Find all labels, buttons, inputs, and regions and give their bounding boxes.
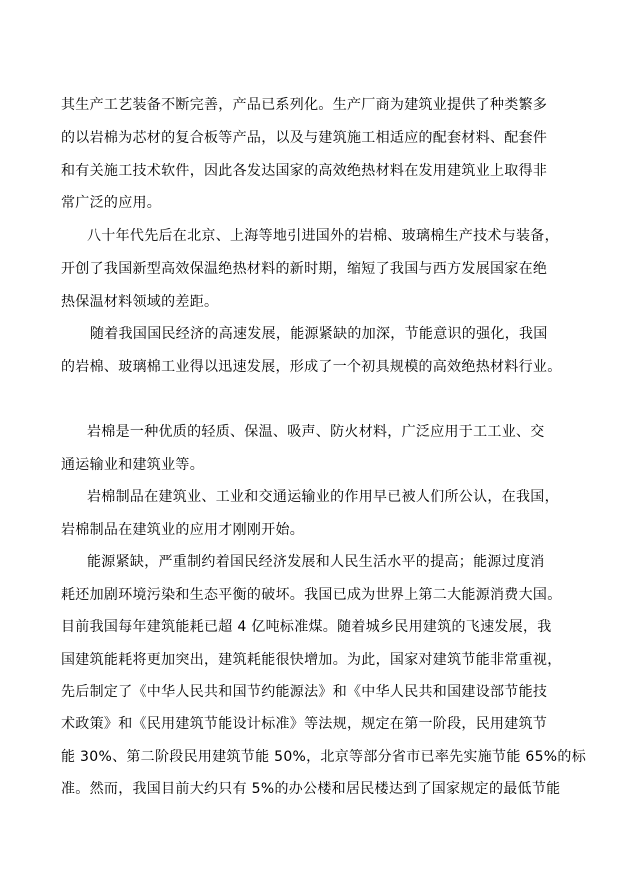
text-line: 目前我国每年建筑能耗已超 4 亿吨标准煤。随着城乡民用建筑的飞速发展，我 bbox=[61, 619, 552, 635]
text-line: 热保温材料领域的差距。 bbox=[61, 294, 219, 310]
text-line: 岩棉制品在建筑业的应用才刚刚开始。 bbox=[61, 522, 305, 538]
text-line: 八十年代先后在北京、上海等地引进国外的岩棉、玻璃棉生产技术与装备， bbox=[87, 228, 559, 244]
text-line: 准。然而，我国目前大约只有 5%的办公楼和居民楼达到了国家规定的最低节能 bbox=[61, 781, 561, 797]
text-line: 岩棉制品在建筑业、工业和交通运输业的作用早已被人们所公认，在我国， bbox=[87, 489, 559, 505]
text-line: 其生产工艺装备不断完善，产品已系列化。生产厂商为建筑业提供了种类繁多 bbox=[61, 97, 548, 113]
text-line: 的以岩棉为芯材的复合板等产品，以及与建筑施工相适应的配套材料、配套件 bbox=[61, 130, 548, 146]
text-line: 先后制定了《中华人民共和国节约能源法》和《中华人民共和国建设部节能技 bbox=[61, 684, 548, 700]
text-line: 术政策》和《民用建筑节能设计标准》等法规，规定在第一阶段，民用建筑节 bbox=[61, 716, 548, 732]
text-line: 耗还加剧环境污染和生态平衡的破坏。我国已成为世界上第二大能源消费大国。 bbox=[61, 587, 562, 603]
text-line: 岩棉是一种优质的轻质、保温、吸声、防火材料，广泛应用于工工业、交 bbox=[87, 424, 545, 440]
text-line: 开创了我国新型高效保温绝热材料的新时期，缩短了我国与西方发展国家在绝 bbox=[61, 261, 548, 277]
text-line: 和有关施工技术软件，因此各发达国家的高效绝热材料在发用建筑业上取得非 bbox=[61, 163, 548, 179]
text-line: 国建筑能耗将更加突出，建筑耗能很快增加。为此，国家对建筑节能非常重视， bbox=[61, 652, 562, 668]
text-line: 常广泛的应用。 bbox=[61, 195, 162, 211]
text-line: 能 30%、第二阶段民用建筑节能 50%，北京等部分省市已率先实施节能 65%的标 bbox=[61, 749, 586, 765]
text-line: 的岩棉、玻璃棉工业得以迅速发展，形成了一个初具规模的高效绝热材料行业。 bbox=[61, 359, 562, 375]
text-line: 随着我国国民经济的高速发展，能源紧缺的加深，节能意识的强化，我国 bbox=[90, 326, 548, 342]
text-line: 通运输业和建筑业等。 bbox=[61, 457, 204, 473]
text-line: 能源紧缺，严重制约着国民经济发展和人民生活水平的提高；能源过度消 bbox=[87, 554, 545, 570]
